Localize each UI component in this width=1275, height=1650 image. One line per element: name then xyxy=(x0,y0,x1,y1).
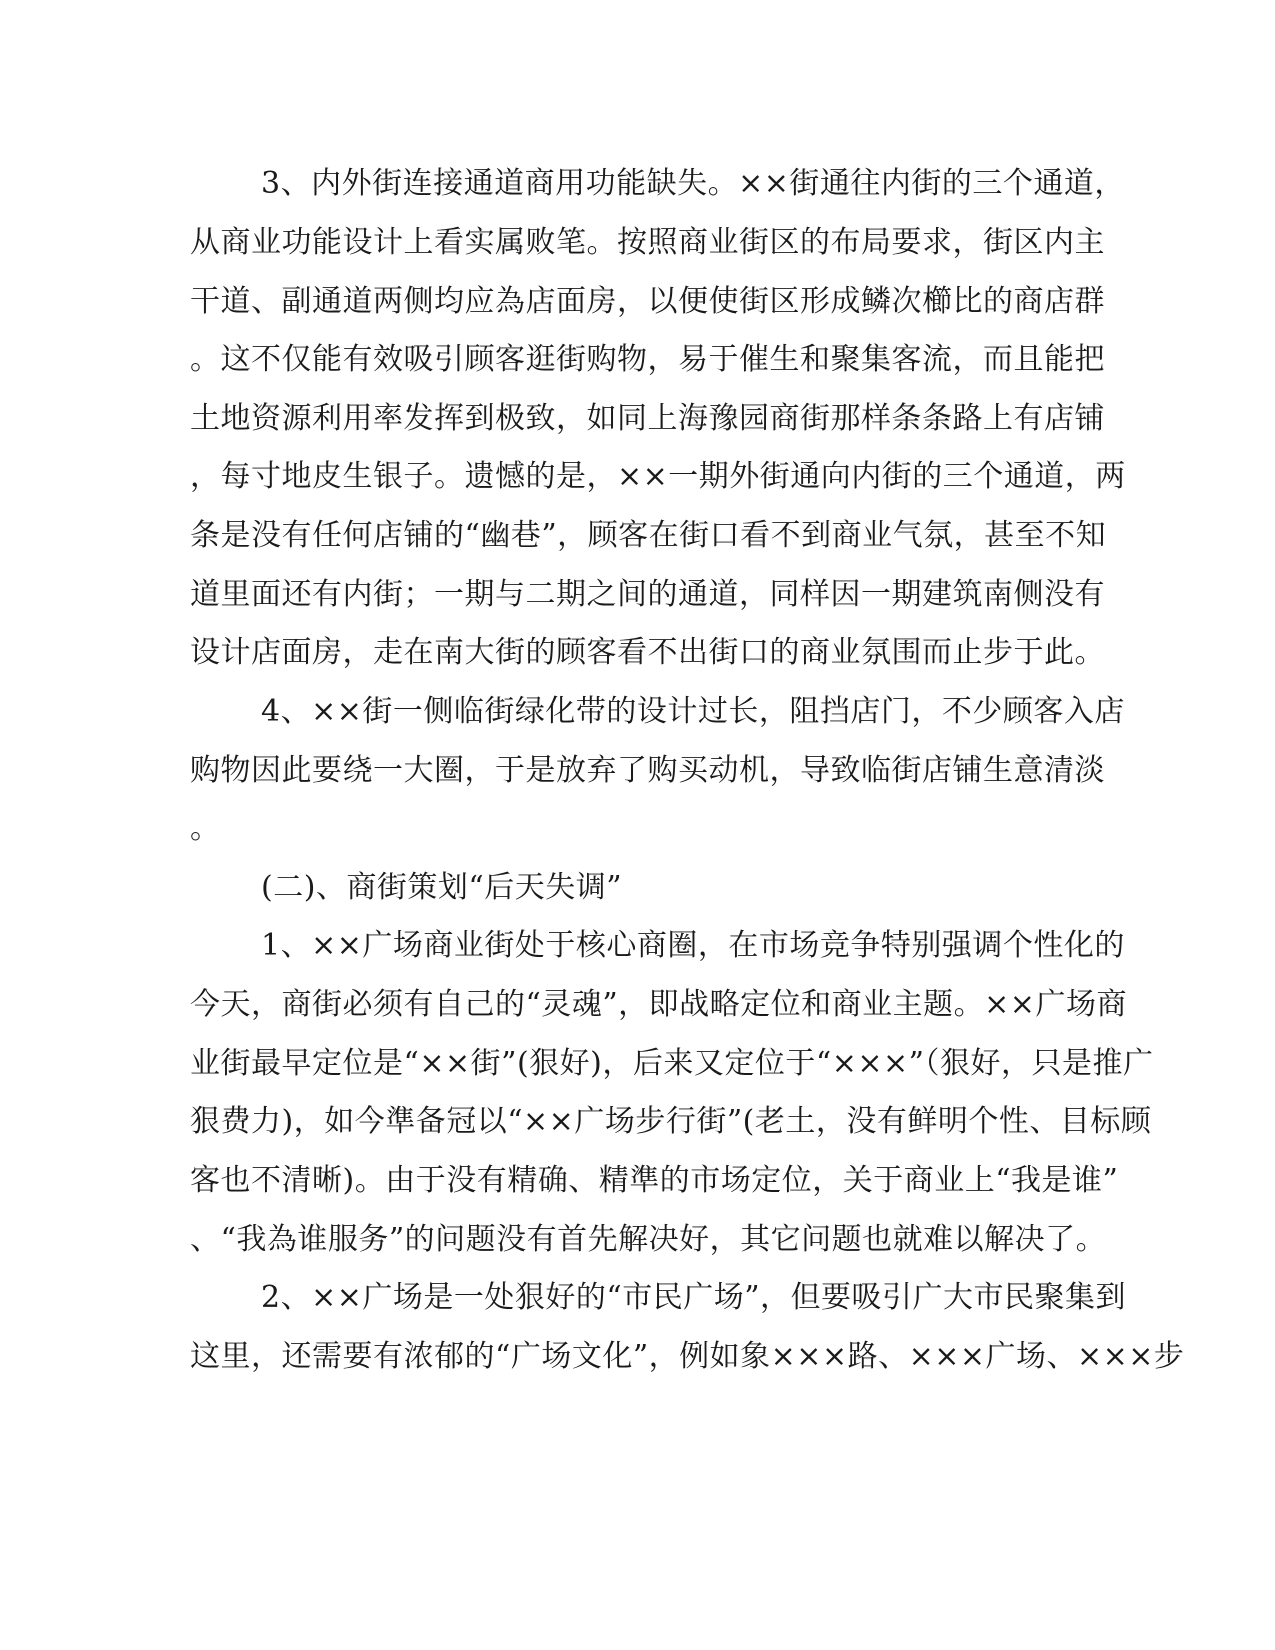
paragraph-line: 、“我為谁服务”的问题没有首先解决好，其它问题也就难以解决了。 xyxy=(190,1222,1107,1257)
paragraph-line: 狠费力)，如今準备冠以“××广场步行街”(老土，没有鲜明个性、目标顾 xyxy=(190,1104,1152,1139)
paragraph-line: 干道、副通道两侧均应為店面房，以便使街区形成鳞次櫛比的商店群 xyxy=(190,284,1105,319)
paragraph-line: 从商业功能设计上看实属败笔。按照商业街区的布局要求，街区内主 xyxy=(190,225,1105,260)
paragraph-line: 1、××广场商业街处于核心商圈，在市场竞争特别强调个性化的 xyxy=(261,928,1125,963)
paragraph-line: 今天，商街必须有自己的“灵魂”，即战略定位和商业主题。××广场商 xyxy=(190,987,1127,1022)
paragraph-line: 。这不仅能有效吸引顾客逛街购物，易于催生和聚集客流，而且能把 xyxy=(190,342,1105,377)
paragraph-line: 2、××广场是一处狠好的“市民广场”，但要吸引广大市民聚集到 xyxy=(261,1280,1127,1315)
paragraph-line: 业街最早定位是“××街”(狠好)，后来又定位于“×××”（狠好，只是推广 xyxy=(190,1046,1154,1081)
paragraph-line: 条是没有任何店铺的“幽巷”，顾客在街口看不到商业气氛，甚至不知 xyxy=(190,518,1107,553)
paragraph-line: 道里面还有内街；一期与二期之间的通道，同样因一期建筑南侧没有 xyxy=(190,577,1105,612)
paragraph-line: 购物因此要绕一大圈，于是放弃了购买动机，导致临街店铺生意清淡 xyxy=(190,753,1105,788)
paragraph-line: 土地资源利用率发挥到极致，如同上海豫园商街那样条条路上有店铺 xyxy=(190,401,1105,436)
paragraph-line: 客也不清晰)。由于没有精确、精準的市场定位，关于商业上“我是谁” xyxy=(190,1163,1119,1198)
paragraph-line: ，每寸地皮生银子。遗憾的是，××一期外街通向内街的三个通道，两 xyxy=(190,459,1126,494)
paragraph-line: 4、××街一侧临街绿化带的设计过长，阻挡店门，不少顾客入店 xyxy=(261,694,1125,729)
paragraph-line: 。 xyxy=(190,811,221,846)
paragraph-line: 设计店面房，走在南大街的顾客看不出街口的商业氛围而止步于此。 xyxy=(190,635,1105,670)
paragraph-line: 3、内外街连接通道商用功能缺失。××街通往内街的三个通道， xyxy=(261,166,1125,201)
section-heading: (二)、商街策划“后天失调” xyxy=(261,870,623,905)
paragraph-line: 这里，还需要有浓郁的“广场文化”，例如象×××路、×××广场、×××步 xyxy=(190,1339,1185,1374)
